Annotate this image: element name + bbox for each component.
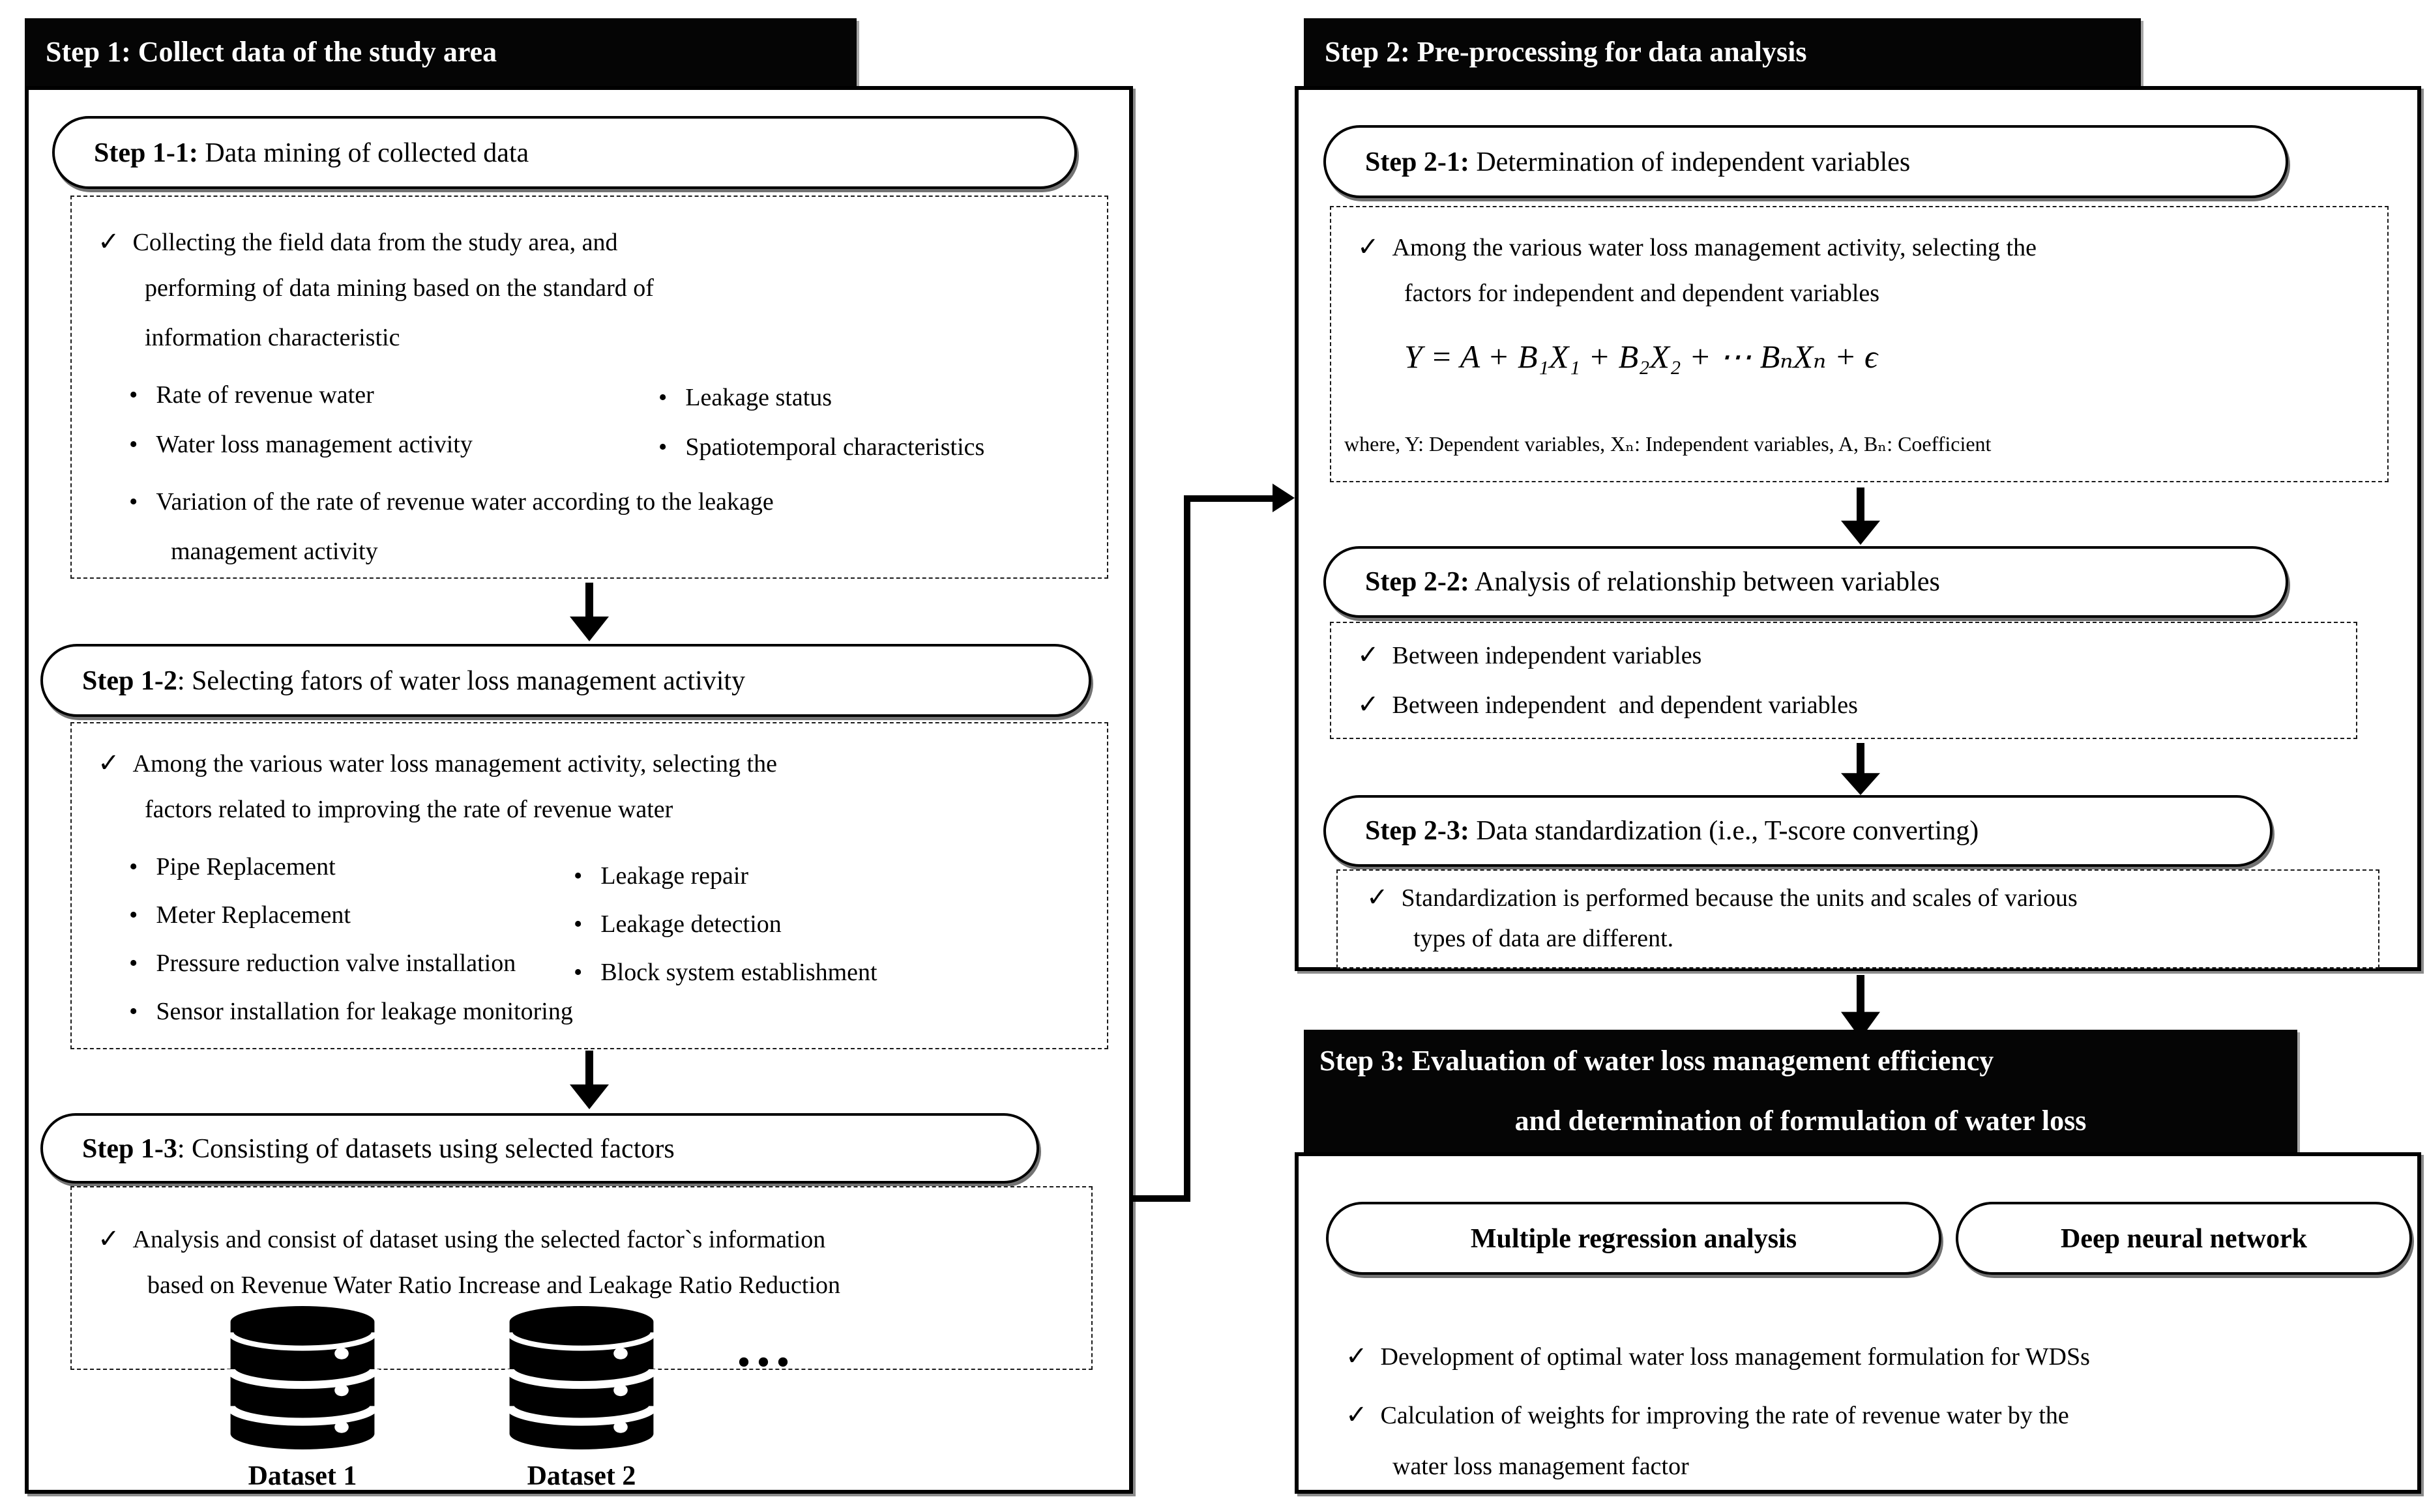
check-item-continuation: based on Revenue Water Ratio Increase and Leakage Ratio Reduction <box>147 1272 840 1300</box>
connector-arrowhead-icon <box>1273 484 1295 512</box>
check-item: Among the various water loss management activity, selecting the <box>1392 235 2037 262</box>
flow-arrow-down-icon <box>1837 487 1884 545</box>
bullet-item-continuation: management activity <box>171 538 378 566</box>
check-icon: ✓ <box>98 228 120 257</box>
step2-1-oval <box>1323 125 2288 198</box>
check-item: Between independent variables <box>1392 643 1702 670</box>
bullet-icon: • <box>658 385 668 412</box>
connector-segment <box>1133 1195 1190 1202</box>
step2-2-content-box <box>1330 622 2357 739</box>
bullet-item: Block system establishment <box>600 959 877 987</box>
step2-3-title: Data standardization (i.e., T-score converting) <box>1469 815 1979 846</box>
bullet-icon: • <box>129 382 138 409</box>
step2-3-title-bold: Step 2-3: <box>1365 815 1469 846</box>
step1-1-title-bold: Step 1-1: <box>94 137 198 168</box>
step2-1-title: Determination of independent variables <box>1469 146 1911 177</box>
check-item: Development of optimal water loss management formulation for WDSs <box>1380 1344 2090 1371</box>
bullet-item: Leakage detection <box>600 911 782 938</box>
bullet-icon: • <box>129 950 138 978</box>
bullet-icon: • <box>574 959 583 987</box>
step1-3-title-bold: Step 1-3 <box>82 1133 177 1164</box>
bullet-item: Leakage repair <box>600 863 749 890</box>
bullet-item: Spatiotemporal characteristics <box>685 434 985 461</box>
step2-2-oval <box>1323 546 2288 618</box>
method-oval-dnn <box>1956 1202 2412 1275</box>
flow-arrow-down-icon <box>566 1051 613 1109</box>
step3-header <box>1304 1030 2297 1152</box>
step1-3-oval <box>40 1113 1039 1184</box>
step2-3-content-box <box>1336 869 2379 968</box>
bullet-item: Pipe Replacement <box>156 854 336 881</box>
step2-2-title-bold: Step 2-2: <box>1365 566 1469 597</box>
check-icon: ✓ <box>1366 884 1389 912</box>
check-item-continuation: performing of data mining based on the standard of <box>145 275 654 302</box>
step1-3-title: : Consisting of datasets using selected factors <box>177 1133 675 1164</box>
flow-arrow-down-icon <box>566 583 613 641</box>
flow-arrow-down-icon <box>1837 743 1884 795</box>
check-icon: ✓ <box>1357 641 1379 670</box>
bullet-item: Variation of the rate of revenue water according to the leakage <box>156 489 774 516</box>
method-oval-regression <box>1326 1202 1941 1275</box>
step1-1-title: Data mining of collected data <box>198 137 529 168</box>
check-item-continuation: information characteristic <box>145 325 400 352</box>
dataset-1-label: Dataset 1 <box>248 1460 357 1491</box>
step2-header-label: Step 2: Pre-processing for data analysis <box>1325 35 1807 68</box>
connector-segment <box>1184 495 1190 1202</box>
step2-1-title-bold: Step 2-1: <box>1365 146 1469 177</box>
regression-formula: Y = A + B₁X₁ + B₂X₂ + ⋯ BₙXₙ + ϵ <box>1404 340 1878 375</box>
step1-2-content-box <box>70 722 1108 1049</box>
step1-header-label: Step 1: Collect data of the study area <box>46 35 497 68</box>
check-icon: ✓ <box>98 1225 120 1254</box>
bullet-item: Water loss management activity <box>156 431 473 459</box>
step2-1-content-box <box>1330 206 2389 482</box>
more-datasets-ellipsis: ... <box>737 1315 795 1379</box>
step1-2-title-bold: Step 1-2 <box>82 665 177 696</box>
database-icon <box>224 1303 381 1452</box>
method-label: Multiple regression analysis <box>1470 1223 1797 1254</box>
check-item: Analysis and consist of dataset using the selected factor`s information <box>132 1227 826 1254</box>
check-item: Between independent and dependent variables <box>1392 692 1858 720</box>
bullet-item: Meter Replacement <box>156 902 351 929</box>
bullet-item: Pressure reduction valve installation <box>156 950 516 978</box>
step2-2-title: Analysis of relationship between variables <box>1469 566 1940 597</box>
bullet-icon: • <box>129 431 138 459</box>
bullet-icon: • <box>658 434 668 461</box>
bullet-icon: • <box>129 902 138 929</box>
connector-segment <box>1184 495 1280 502</box>
bullet-icon: • <box>129 854 138 881</box>
check-item: Calculation of weights for improving the rate of revenue water by the <box>1380 1403 2069 1430</box>
check-icon: ✓ <box>1357 691 1379 720</box>
step3-header-line1: Step 3: Evaluation of water loss management efficiency <box>1319 1044 1994 1077</box>
step1-1-oval <box>52 116 1077 189</box>
check-icon: ✓ <box>1346 1343 1368 1371</box>
check-icon: ✓ <box>1346 1401 1368 1430</box>
step1-2-oval <box>40 644 1091 717</box>
formula-legend: where, Y: Dependent variables, Xₙ: Independent variables, A, Bₙ: Coefficient <box>1344 434 1992 456</box>
step3-header-line2: and determination of formulation of water loss <box>1514 1104 2087 1137</box>
step2-header <box>1304 18 2141 86</box>
check-item: Among the various water loss management activity, selecting the <box>132 751 777 778</box>
step1-header <box>25 18 857 86</box>
check-item-continuation: factors related to improving the rate of revenue water <box>145 796 673 824</box>
bullet-item: Leakage status <box>685 385 832 412</box>
bullet-item: Rate of revenue water <box>156 382 374 409</box>
check-item-continuation: factors for independent and dependent variables <box>1404 280 1880 308</box>
step1-1-content-box <box>70 196 1108 579</box>
bullet-icon: • <box>574 911 583 938</box>
check-icon: ✓ <box>98 749 120 778</box>
dataset-2-label: Dataset 2 <box>527 1460 636 1491</box>
check-item: Standardization is performed because the units and scales of various <box>1401 885 2078 912</box>
bullet-icon: • <box>574 863 583 890</box>
check-icon: ✓ <box>1357 233 1379 262</box>
bullet-icon: • <box>129 489 138 516</box>
bullet-item: Sensor installation for leakage monitoring <box>156 998 573 1026</box>
check-item-continuation: types of data are different. <box>1413 925 1674 953</box>
method-label: Deep neural network <box>2061 1223 2307 1254</box>
check-item: Collecting the field data from the study area, and <box>132 229 618 257</box>
bullet-icon: • <box>129 998 138 1026</box>
database-icon <box>503 1303 660 1452</box>
check-item-continuation: water loss management factor <box>1392 1453 1689 1481</box>
step2-3-oval <box>1323 795 2273 867</box>
step1-2-title: : Selecting fators of water loss management activity <box>177 665 746 696</box>
